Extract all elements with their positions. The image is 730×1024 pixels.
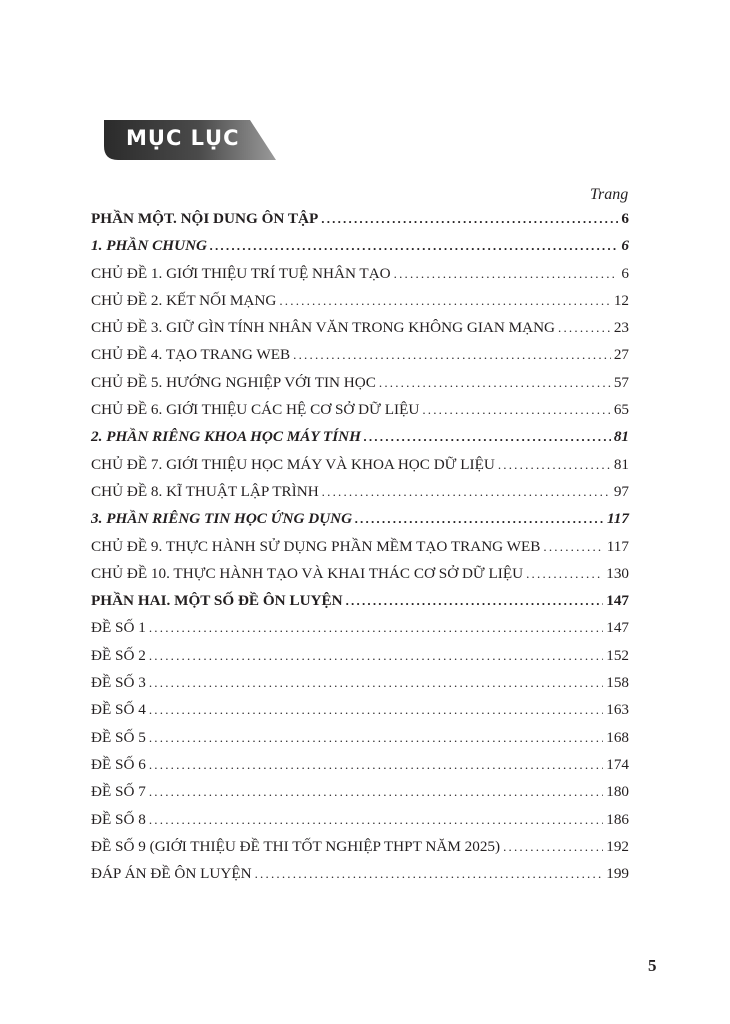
toc-entry-title: CHỦ ĐỀ 8. KĨ THUẬT LẬP TRÌNH	[91, 482, 319, 500]
dot-leader	[394, 266, 619, 282]
toc-entry-title: CHỦ ĐỀ 2. KẾT NỐI MẠNG	[91, 291, 277, 309]
dot-leader	[210, 238, 618, 254]
toc-entry[interactable]	[91, 538, 629, 565]
toc-entry-title: ĐỀ SỐ 7	[91, 783, 146, 801]
dot-leader	[149, 784, 603, 800]
toc-entry[interactable]	[91, 456, 629, 483]
toc-entry-page: 23	[613, 319, 629, 337]
toc-entry-page: 12	[613, 291, 629, 309]
toc-entry[interactable]	[91, 865, 629, 892]
toc-title-banner	[104, 120, 276, 160]
table-of-contents	[91, 210, 629, 892]
toc-entry-title: ĐỀ SỐ 4	[91, 701, 146, 719]
toc-entry[interactable]	[91, 265, 629, 292]
toc-entry-title: 3. PHẦN RIÊNG TIN HỌC ỨNG DỤNG	[91, 510, 353, 528]
toc-entry-title: 1. PHẦN CHUNG	[91, 237, 208, 255]
dot-leader	[379, 375, 611, 391]
toc-entry[interactable]	[91, 210, 629, 237]
toc-entry[interactable]	[91, 292, 629, 319]
toc-entry-page: 147	[606, 592, 629, 610]
toc-entry-title: PHẦN HAI. MỘT SỐ ĐỀ ÔN LUYỆN	[91, 592, 343, 610]
toc-entry[interactable]	[91, 346, 629, 373]
toc-entry-page: 130	[606, 564, 629, 582]
toc-entry-page: 117	[607, 510, 629, 528]
toc-entry-title: ĐÁP ÁN ĐỀ ÔN LUYỆN	[91, 865, 252, 883]
page-column-label: Trang	[590, 186, 629, 203]
dot-leader	[149, 757, 603, 773]
toc-entry-title: CHỦ ĐỀ 1. GIỚI THIỆU TRÍ TUỆ NHÂN TẠO	[91, 264, 391, 282]
toc-entry-title: ĐỀ SỐ 9 (GIỚI THIỆU ĐỀ THI TỐT NGHIỆP THPT NĂM 2025)	[91, 837, 501, 855]
toc-entry-page: 180	[606, 783, 629, 801]
toc-entry-page: 57	[613, 373, 629, 391]
toc-entry[interactable]	[91, 401, 629, 428]
dot-leader	[255, 866, 604, 882]
dot-leader	[322, 484, 611, 500]
toc-entry-title: ĐỀ SỐ 6	[91, 755, 146, 773]
toc-entry-title: PHẦN MỘT. NỘI DUNG ÔN TẬP	[91, 210, 319, 227]
toc-entry[interactable]	[91, 701, 629, 728]
toc-entry[interactable]	[91, 374, 629, 401]
toc-entry[interactable]	[91, 783, 629, 810]
toc-entry-page: 65	[613, 401, 629, 419]
toc-entry-page: 6	[621, 237, 629, 255]
toc-entry-page: 186	[606, 810, 629, 828]
toc-entry[interactable]	[91, 237, 629, 264]
dot-leader	[503, 839, 603, 855]
toc-entry-title: CHỦ ĐỀ 7. GIỚI THIỆU HỌC MÁY VÀ KHOA HỌC DỮ LIỆU	[91, 455, 495, 473]
dot-leader	[498, 457, 611, 473]
toc-entry-title: ĐỀ SỐ 8	[91, 810, 146, 828]
dot-leader	[149, 675, 603, 691]
dot-leader	[526, 566, 603, 582]
toc-entry-title: CHỦ ĐỀ 9. THỰC HÀNH SỬ DỤNG PHẦN MỀM TẠO TRANG WEB	[91, 537, 541, 555]
toc-entry-page: 81	[613, 455, 629, 473]
toc-entry-title: ĐỀ SỐ 3	[91, 674, 146, 692]
toc-entry-page: 192	[606, 837, 629, 855]
toc-entry-title: ĐỀ SỐ 5	[91, 728, 146, 746]
toc-entry-page: 174	[606, 755, 629, 773]
dot-leader	[149, 620, 603, 636]
toc-entry[interactable]	[91, 647, 629, 674]
toc-entry[interactable]	[91, 619, 629, 646]
dot-leader	[558, 320, 611, 336]
toc-entry-page: 6	[621, 210, 629, 227]
toc-entry[interactable]	[91, 729, 629, 756]
toc-entry-page: 97	[613, 482, 629, 500]
toc-entry-title: CHỦ ĐỀ 4. TẠO TRANG WEB	[91, 346, 291, 364]
toc-entry-page: 117	[606, 537, 629, 555]
dot-leader	[149, 702, 603, 718]
toc-entry-page: 6	[621, 264, 629, 282]
toc-entry-title: CHỦ ĐỀ 3. GIỮ GÌN TÍNH NHÂN VĂN TRONG KHÔNG GIAN MẠNG	[91, 319, 556, 337]
toc-entry[interactable]	[91, 756, 629, 783]
toc-entry-page: 163	[606, 701, 629, 719]
dot-leader	[543, 539, 603, 555]
dot-leader	[293, 347, 611, 363]
toc-entry[interactable]	[91, 838, 629, 865]
toc-entry[interactable]	[91, 811, 629, 838]
dot-leader	[149, 812, 603, 828]
toc-entry[interactable]	[91, 483, 629, 510]
toc-entry-page: 27	[613, 346, 629, 364]
page-number: 5	[648, 956, 657, 975]
dot-leader	[346, 593, 604, 609]
toc-entry-title: 2. PHẦN RIÊNG KHOA HỌC MÁY TÍNH	[91, 428, 361, 446]
toc-entry[interactable]	[91, 592, 629, 619]
dot-leader	[321, 211, 618, 227]
dot-leader	[149, 730, 603, 746]
toc-entry-title: CHỦ ĐỀ 5. HƯỚNG NGHIỆP VỚI TIN HỌC	[91, 373, 376, 391]
dot-leader	[364, 429, 611, 445]
toc-entry[interactable]	[91, 428, 629, 455]
dot-leader	[422, 402, 611, 418]
toc-entry-page: 158	[606, 674, 629, 692]
toc-entry[interactable]	[91, 674, 629, 701]
toc-entry-page: 168	[606, 728, 629, 746]
toc-entry-page: 81	[613, 428, 629, 446]
toc-entry-title: CHỦ ĐỀ 10. THỰC HÀNH TẠO VÀ KHAI THÁC CƠ SỞ DỮ LIỆU	[91, 564, 524, 582]
page-title: MỤC LỤC	[126, 126, 240, 150]
toc-entry-page: 152	[606, 646, 629, 664]
toc-entry-title: ĐỀ SỐ 1	[91, 619, 146, 637]
toc-entry[interactable]	[91, 510, 629, 537]
toc-entry-title: CHỦ ĐỀ 6. GIỚI THIỆU CÁC HỆ CƠ SỞ DỮ LIỆU	[91, 401, 420, 419]
toc-entry-title: ĐỀ SỐ 2	[91, 646, 146, 664]
dot-leader	[355, 511, 604, 527]
toc-entry[interactable]	[91, 319, 629, 346]
toc-entry-page: 199	[606, 865, 629, 883]
dot-leader	[149, 648, 603, 664]
dot-leader	[279, 293, 610, 309]
toc-entry-page: 147	[606, 619, 629, 637]
toc-entry[interactable]	[91, 565, 629, 592]
